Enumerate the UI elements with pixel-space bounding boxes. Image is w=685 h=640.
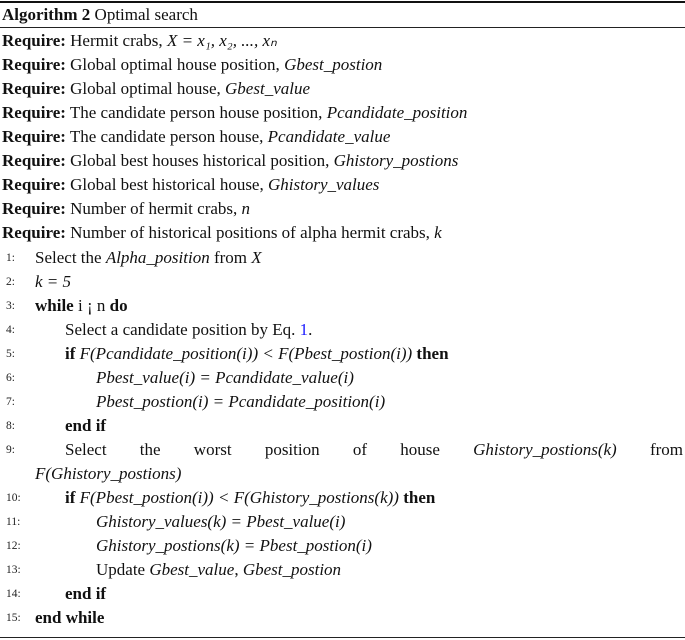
line-number: 2:: [6, 276, 15, 288]
require-keyword: Require:: [2, 223, 66, 242]
step-expression: Pbest_postion(i) = Pcandidate_position(i): [96, 392, 386, 411]
require-line: [0, 77, 685, 101]
require-keyword: Require:: [2, 103, 66, 122]
line-number: 6:: [6, 372, 15, 384]
step-word: from: [649, 440, 683, 459]
step-line: [0, 270, 685, 294]
step-line: [0, 582, 685, 606]
require-var: Ghistory_values: [267, 175, 380, 194]
require-text: Global optimal house,: [70, 79, 226, 98]
bottom-rule: [0, 637, 685, 638]
require-keyword: Require:: [2, 151, 66, 170]
step-word: Select: [65, 440, 107, 459]
require-line: [0, 125, 685, 149]
step-text: i ¡ n: [73, 296, 110, 315]
require-keyword: Require:: [2, 31, 66, 50]
line-number: 5:: [6, 348, 15, 360]
step-expression: Ghistory_values(k) = Pbest_value(i): [96, 512, 346, 531]
step-line: [0, 510, 685, 534]
require-keyword: Require:: [2, 199, 66, 218]
require-text: Hermit crabs,: [70, 31, 167, 50]
require-text: Number of hermit crabs,: [70, 199, 242, 218]
require-line: [0, 197, 685, 221]
step-expression: F(Pbest_postion(i)) < F(Ghistory_postions(k)): [79, 488, 399, 507]
require-var: Ghistory_postions: [333, 151, 459, 170]
step-line: [0, 486, 685, 510]
step-text: Select the: [35, 248, 106, 267]
do-keyword: do: [109, 296, 128, 315]
if-keyword: if: [65, 344, 76, 363]
step-line: [0, 318, 685, 342]
step-word: worst: [193, 440, 232, 459]
require-var: Gbest_postion: [284, 55, 383, 74]
top-rule: [0, 1, 685, 3]
step-text: from: [209, 248, 252, 267]
require-text: The candidate person house position,: [69, 103, 327, 122]
step-line: [0, 390, 685, 414]
line-number: 13:: [6, 564, 21, 576]
line-number: 12:: [6, 540, 21, 552]
require-var: n: [241, 199, 251, 218]
step-line: [0, 414, 685, 438]
end-while-keyword: end while: [35, 608, 105, 627]
line-number: 11:: [6, 516, 21, 528]
step-line: [0, 558, 685, 582]
require-text: Global best historical house,: [70, 175, 268, 194]
line-number: 9:: [6, 444, 15, 456]
caption-label: Algorithm: [2, 5, 78, 24]
require-text: Global optimal house position,: [70, 55, 285, 74]
caption-number: 2: [81, 5, 91, 24]
step-line: [0, 342, 685, 366]
step-line: [0, 294, 685, 318]
step-expression: F(Pcandidate_position(i)) < F(Pbest_postion(i)): [79, 344, 413, 363]
then-keyword: then: [403, 488, 436, 507]
while-keyword: while: [35, 296, 74, 315]
step-var: Gbest_postion: [242, 560, 342, 579]
step-expression: k = 5: [35, 272, 72, 291]
step-expression: Ghistory_postions(k) = Pbest_postion(i): [96, 536, 372, 555]
step-line: [0, 246, 685, 270]
require-keyword: Require:: [2, 79, 66, 98]
step-var: X: [251, 248, 262, 267]
require-var: Pcandidate_position: [326, 103, 468, 122]
step-word: house: [400, 440, 440, 459]
step-line: [0, 366, 685, 390]
step-line: [0, 438, 685, 462]
line-number: 14:: [6, 588, 21, 600]
step-var: Ghistory_postions(k): [473, 440, 617, 459]
then-keyword: then: [416, 344, 449, 363]
step-expression: F(Ghistory_postions): [35, 464, 182, 483]
algorithm-caption: [2, 4, 198, 26]
require-line: [0, 101, 685, 125]
require-line: [0, 29, 685, 53]
require-text: Global best houses historical position,: [70, 151, 334, 170]
step-text: Update: [96, 560, 150, 579]
line-number: 4:: [6, 324, 15, 336]
step-text: Select a candidate position by Eq.: [65, 320, 300, 339]
step-word: the: [139, 440, 161, 459]
line-number: 10:: [6, 492, 21, 504]
step-var: Alpha_position: [105, 248, 210, 267]
require-keyword: Require:: [2, 55, 66, 74]
step-line: [0, 606, 685, 630]
line-number: 8:: [6, 420, 15, 432]
step-line-continuation: [0, 462, 685, 486]
step-expression: Pbest_value(i) = Pcandidate_value(i): [96, 368, 354, 387]
end-if-keyword: end if: [65, 416, 107, 435]
if-keyword: if: [65, 488, 76, 507]
require-var: Pcandidate_value: [267, 127, 391, 146]
line-number: 15:: [6, 612, 21, 624]
caption-rule: [0, 27, 685, 28]
require-var: X = x₁, x₂, ..., xₙ: [166, 31, 277, 50]
require-line: [0, 221, 685, 245]
require-text: Number of historical positions of alpha hermit crabs,: [70, 223, 435, 242]
caption-title: Optimal search: [94, 5, 198, 24]
require-keyword: Require:: [2, 127, 66, 146]
require-text: The candidate person house,: [69, 127, 268, 146]
line-number: 3:: [6, 300, 15, 312]
end-if-keyword: end if: [65, 584, 107, 603]
step-line: [0, 534, 685, 558]
line-number: 1:: [6, 252, 15, 264]
step-text: ,: [234, 560, 243, 579]
require-var: Gbest_value: [225, 79, 311, 98]
require-line: [0, 53, 685, 77]
require-var: k: [434, 223, 442, 242]
line-number: 7:: [6, 396, 15, 408]
step-word: position: [264, 440, 320, 459]
require-keyword: Require:: [2, 175, 66, 194]
step-var: Gbest_value: [149, 560, 235, 579]
equation-reference-link[interactable]: 1: [299, 320, 309, 339]
require-line: [0, 173, 685, 197]
require-line: [0, 149, 685, 173]
step-word: of: [352, 440, 368, 459]
step-text: .: [308, 320, 313, 339]
